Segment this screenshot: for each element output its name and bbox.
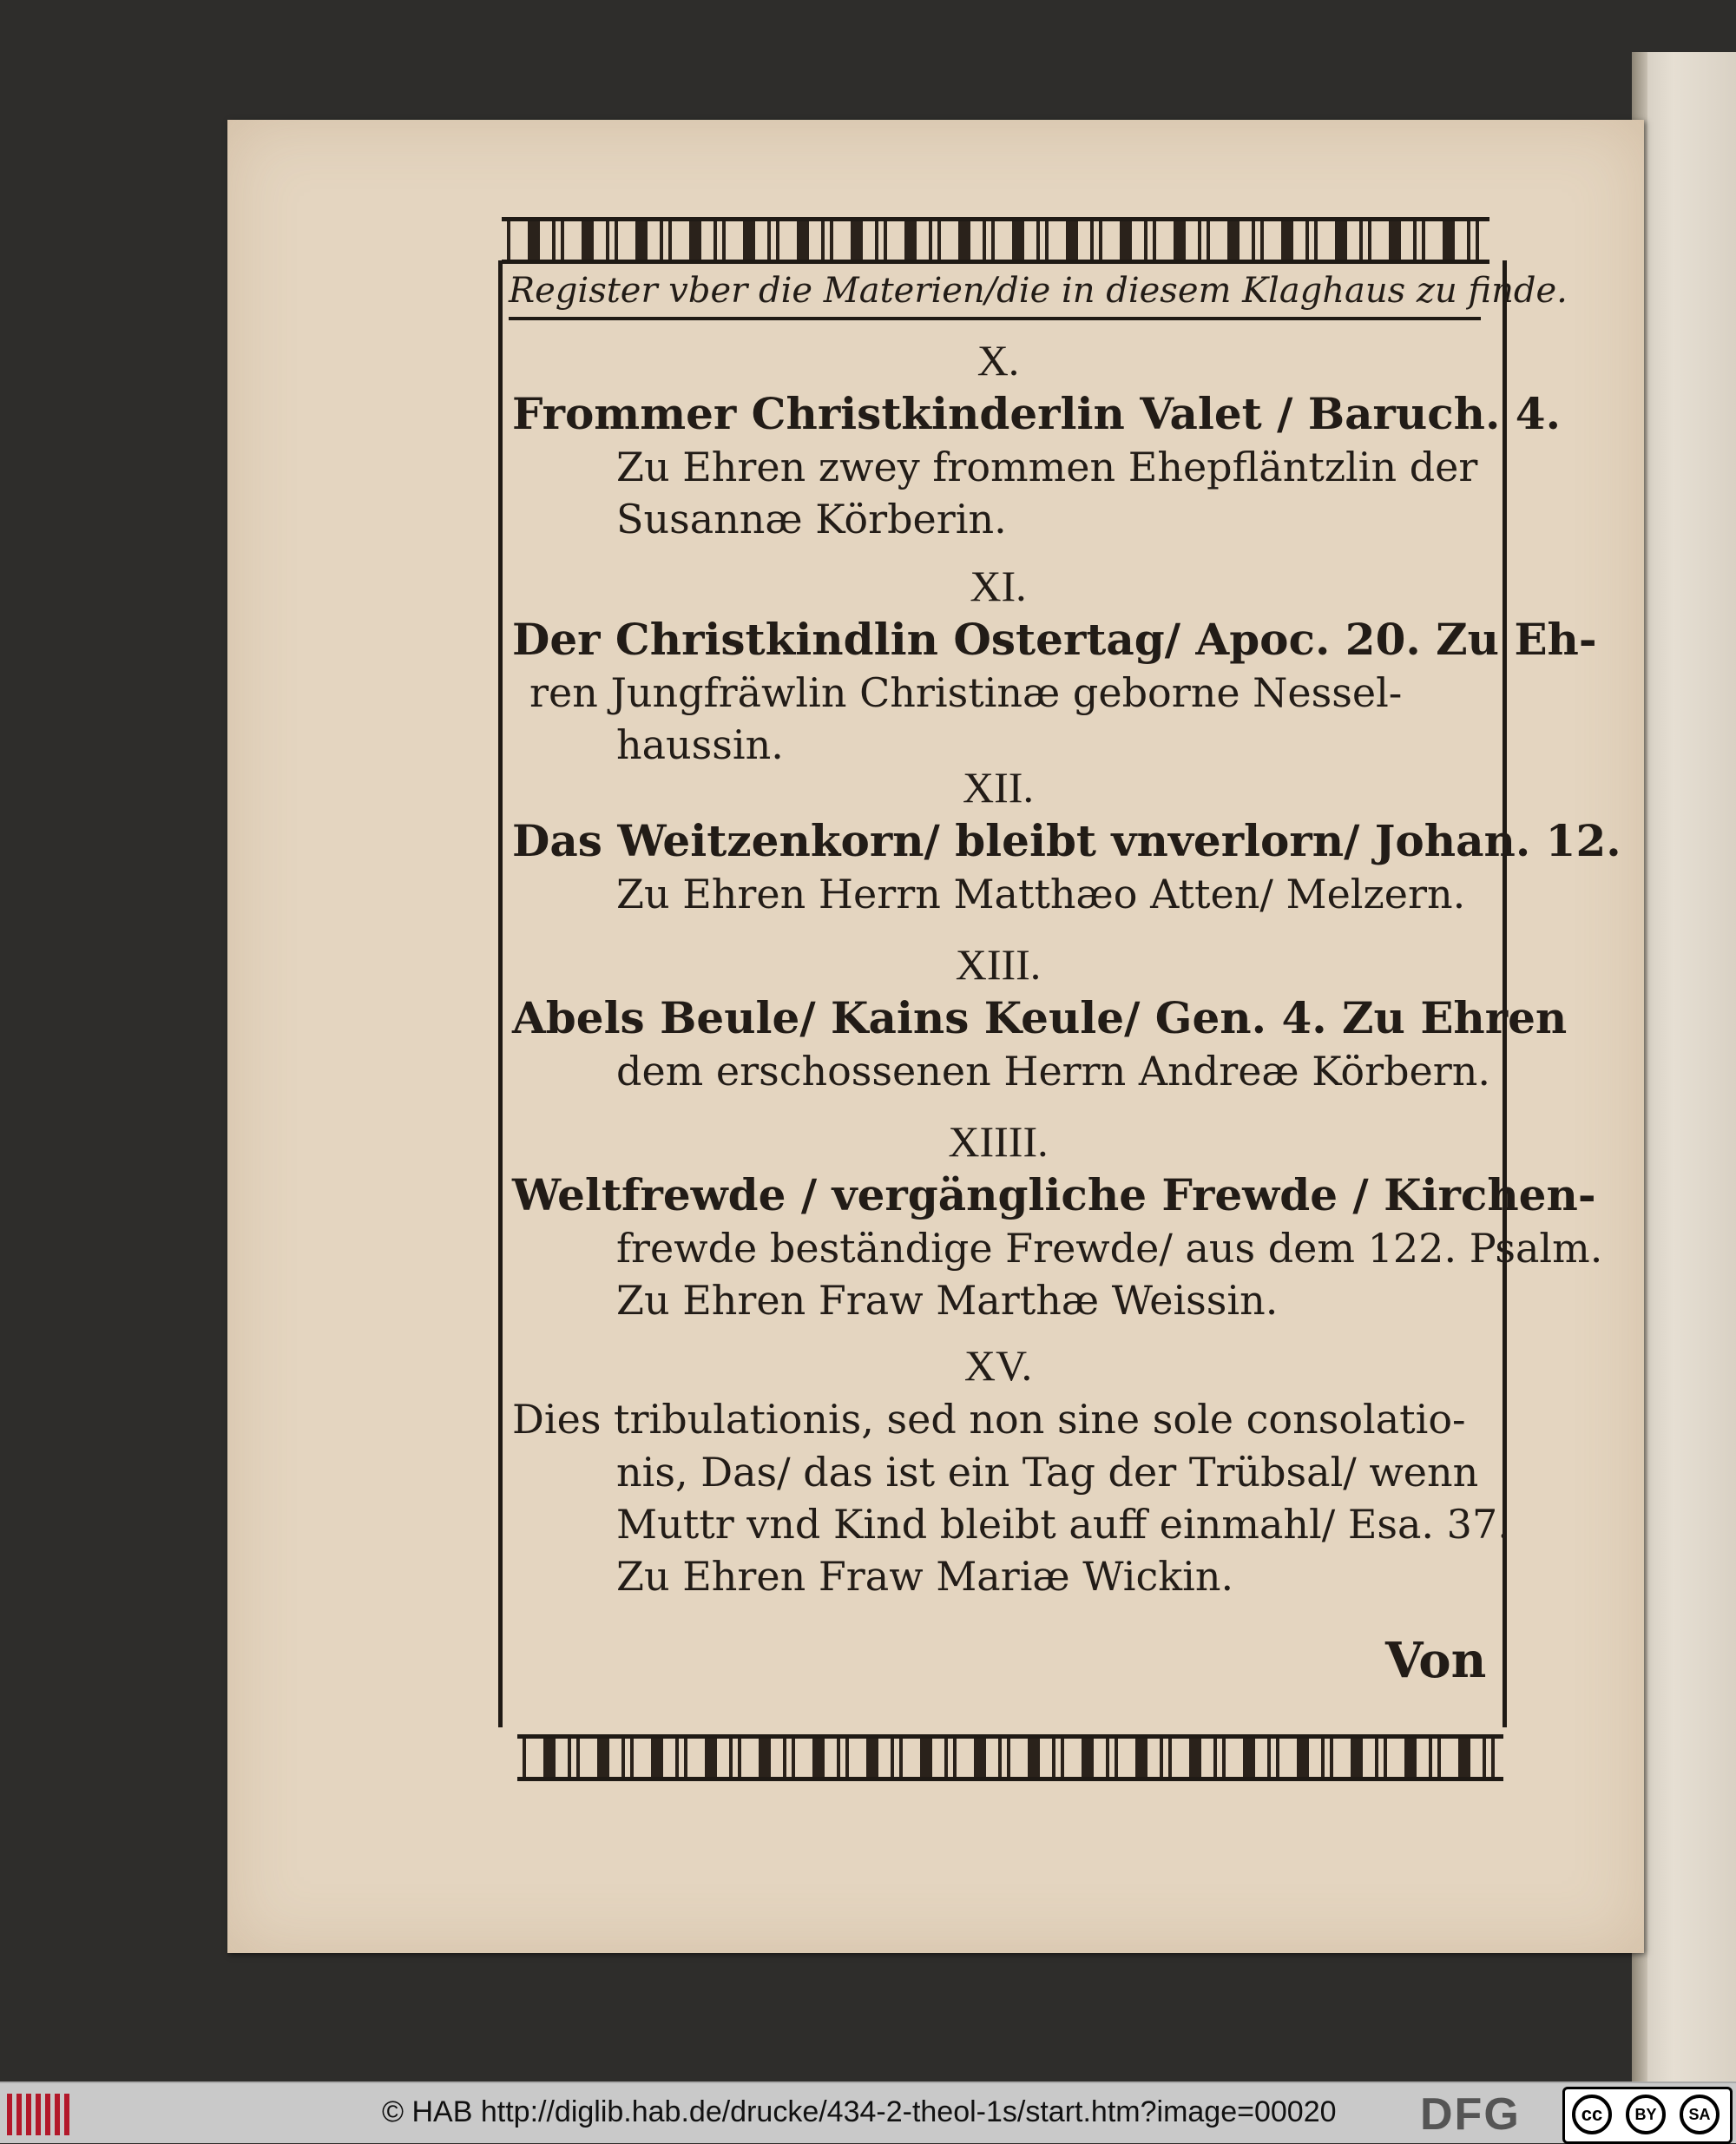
top-ornament-border — [502, 217, 1489, 264]
entry-numeral: XIIII. — [948, 1117, 1049, 1166]
register-entry-xv — [512, 1338, 1510, 1602]
register-entry-xiiii — [512, 1115, 1603, 1326]
entry-line: Zu Ehren Fraw Marthæ Weissin. — [616, 1277, 1279, 1324]
entry-numeral: X. — [976, 336, 1020, 385]
dfg-logo[interactable]: DFG — [1420, 2089, 1521, 2140]
entry-heading: Der Christkindlin Ostertag/ Apoc. 20. Zu Eh- — [512, 614, 1597, 665]
entry-heading: Frommer Christkinderlin Valet / Baruch. 4. — [512, 388, 1562, 439]
entry-line: ren Jungfräwlin Christinæ geborne Nessel- — [529, 669, 1403, 716]
entry-line: Zu Ehren Fraw Mariæ Wickin. — [616, 1553, 1234, 1600]
entry-line: Zu Ehren zwey frommen Ehepfläntzlin der — [616, 444, 1478, 490]
entry-heading: Abels Beule/ Kains Keule/ Gen. 4. Zu Ehren — [512, 992, 1568, 1043]
entry-heading: Das Weitzenkorn/ bleibt vnverlorn/ Johan. 12. — [512, 815, 1621, 866]
entry-numeral: XI. — [970, 562, 1027, 610]
viewer-footer — [0, 2082, 1736, 2143]
library-logo-icon[interactable] — [7, 2094, 73, 2135]
register-entry-xii — [512, 760, 1621, 920]
entry-line: dem erschossenen Herrn Andreæ Körbern. — [616, 1048, 1490, 1095]
catchword: Von — [1385, 1632, 1487, 1689]
entry-heading: Weltfrewde / vergängliche Frewde / Kirchen- — [512, 1169, 1596, 1220]
cc-icon: cc — [1572, 2095, 1612, 2134]
adjacent-page — [1632, 52, 1736, 2083]
by-icon: BY — [1626, 2095, 1666, 2134]
bottom-ornament-border — [517, 1734, 1503, 1781]
register-entry-xiii — [512, 937, 1568, 1097]
register-entry-x — [512, 333, 1562, 545]
sa-icon: SA — [1680, 2095, 1720, 2134]
copyright-link[interactable]: © HAB http://diglib.hab.de/drucke/434-2-theol-1s/start.htm?image=00020 — [382, 2095, 1337, 2128]
entry-numeral: XIII. — [955, 940, 1042, 989]
cc-license-badge[interactable] — [1562, 2087, 1733, 2144]
entry-line: Muttr vnd Kind bleibt auff einmahl/ Esa. 37. — [616, 1501, 1510, 1548]
register-entry-xi — [512, 559, 1597, 771]
entry-line: nis, Das/ das ist ein Tag der Trübsal/ wenn — [616, 1449, 1479, 1496]
entry-line: haussin. — [616, 721, 784, 768]
entry-numeral: XV. — [963, 1341, 1033, 1390]
entry-line: Susannæ Körberin. — [616, 496, 1007, 543]
entry-line: Zu Ehren Herrn Matthæo Atten/ Melzern. — [616, 871, 1466, 917]
entry-numeral: XII. — [963, 763, 1034, 812]
page-running-title: Register vber die Materien/die in diesem Klaghaus zu finde. — [509, 265, 1481, 320]
entry-line: frewde beständige Frewde/ aus dem 122. Psalm. — [616, 1225, 1603, 1272]
entry-heading: Dies tribulationis, sed non sine sole consolatio- — [512, 1396, 1466, 1443]
